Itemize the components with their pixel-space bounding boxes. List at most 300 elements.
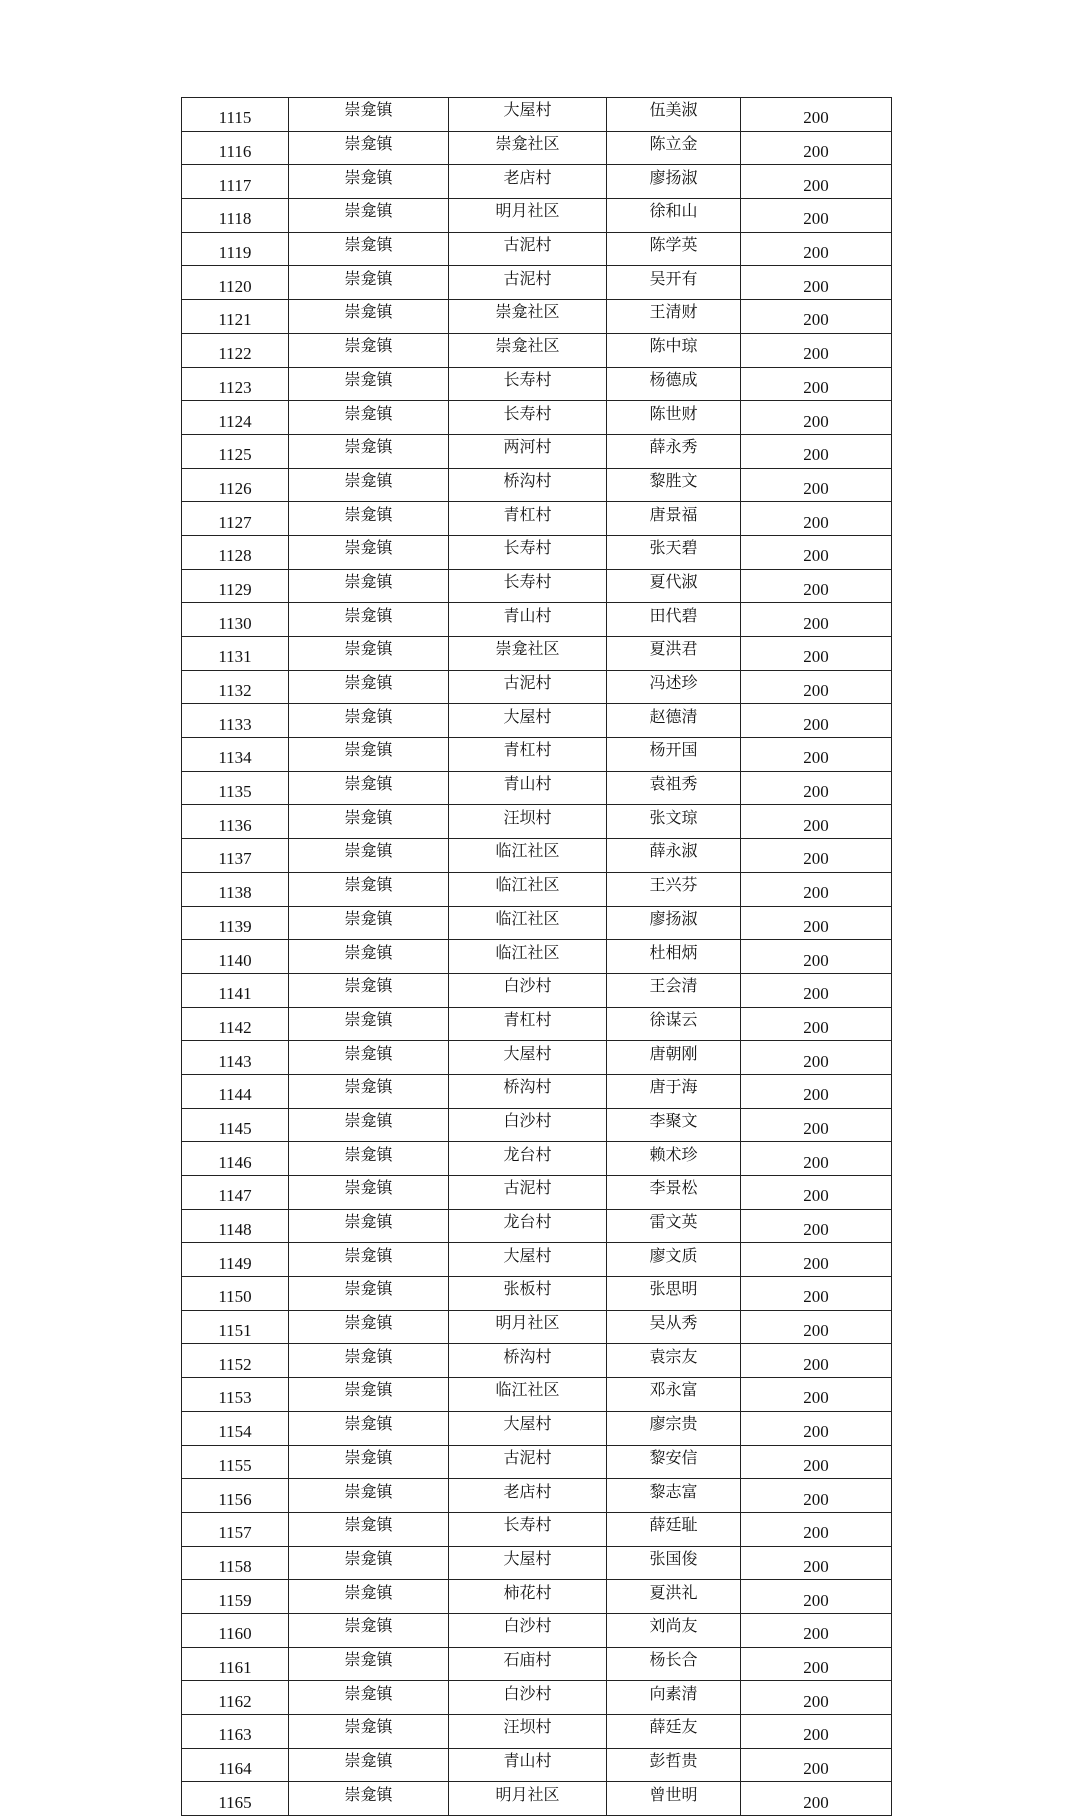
row-number-cell: 1163: [182, 1715, 289, 1749]
row-number-cell: 1157: [182, 1512, 289, 1546]
row-number-cell: 1159: [182, 1580, 289, 1614]
town-cell: 崇龛镇: [289, 670, 449, 704]
village-cell: 青山村: [449, 603, 607, 637]
village-cell: 古泥村: [449, 670, 607, 704]
table-row: [182, 300, 892, 334]
amount-cell: 200: [741, 1041, 892, 1075]
name-cell: 薛永淑: [607, 839, 741, 873]
table-row: [182, 906, 892, 940]
table-row: [182, 839, 892, 873]
name-cell: 吴从秀: [607, 1310, 741, 1344]
name-cell: 黎胜文: [607, 468, 741, 502]
amount-cell: 200: [741, 1479, 892, 1513]
town-cell: 崇龛镇: [289, 805, 449, 839]
town-cell: 崇龛镇: [289, 199, 449, 233]
village-cell: 古泥村: [449, 1445, 607, 1479]
row-number-cell: 1129: [182, 569, 289, 603]
row-number-cell: 1150: [182, 1277, 289, 1311]
row-number-cell: 1121: [182, 300, 289, 334]
village-cell: 石庙村: [449, 1647, 607, 1681]
amount-cell: 200: [741, 940, 892, 974]
amount-cell: 200: [741, 1243, 892, 1277]
village-cell: 白沙村: [449, 1681, 607, 1715]
table-row: [182, 1378, 892, 1412]
name-cell: 夏洪礼: [607, 1580, 741, 1614]
row-number-cell: 1143: [182, 1041, 289, 1075]
village-cell: 青山村: [449, 771, 607, 805]
name-cell: 陈立金: [607, 131, 741, 165]
town-cell: 崇龛镇: [289, 1715, 449, 1749]
row-number-cell: 1137: [182, 839, 289, 873]
town-cell: 崇龛镇: [289, 569, 449, 603]
table-row: [182, 1074, 892, 1108]
town-cell: 崇龛镇: [289, 704, 449, 738]
village-cell: 临江社区: [449, 940, 607, 974]
row-number-cell: 1148: [182, 1209, 289, 1243]
amount-cell: 200: [741, 199, 892, 233]
name-cell: 杨开国: [607, 738, 741, 772]
village-cell: 白沙村: [449, 973, 607, 1007]
amount-cell: 200: [741, 1142, 892, 1176]
town-cell: 崇龛镇: [289, 1378, 449, 1412]
village-cell: 白沙村: [449, 1613, 607, 1647]
table-row: [182, 165, 892, 199]
village-cell: 桥沟村: [449, 468, 607, 502]
town-cell: 崇龛镇: [289, 1647, 449, 1681]
name-cell: 吴开有: [607, 266, 741, 300]
name-cell: 黎志富: [607, 1479, 741, 1513]
amount-cell: 200: [741, 839, 892, 873]
name-cell: 刘尚友: [607, 1613, 741, 1647]
amount-cell: 200: [741, 738, 892, 772]
name-cell: 雷文英: [607, 1209, 741, 1243]
name-cell: 徐和山: [607, 199, 741, 233]
village-cell: 长寿村: [449, 401, 607, 435]
town-cell: 崇龛镇: [289, 738, 449, 772]
row-number-cell: 1118: [182, 199, 289, 233]
town-cell: 崇龛镇: [289, 266, 449, 300]
table-row: [182, 1715, 892, 1749]
row-number-cell: 1125: [182, 434, 289, 468]
amount-cell: 200: [741, 535, 892, 569]
town-cell: 崇龛镇: [289, 637, 449, 671]
amount-cell: 200: [741, 603, 892, 637]
village-cell: 桥沟村: [449, 1344, 607, 1378]
town-cell: 崇龛镇: [289, 1546, 449, 1580]
town-cell: 崇龛镇: [289, 1209, 449, 1243]
table-row: [182, 771, 892, 805]
name-cell: 田代碧: [607, 603, 741, 637]
row-number-cell: 1132: [182, 670, 289, 704]
village-cell: 古泥村: [449, 232, 607, 266]
row-number-cell: 1164: [182, 1748, 289, 1782]
row-number-cell: 1128: [182, 535, 289, 569]
row-number-cell: 1142: [182, 1007, 289, 1041]
village-cell: 崇龛社区: [449, 131, 607, 165]
village-cell: 大屋村: [449, 1546, 607, 1580]
village-cell: 汪坝村: [449, 805, 607, 839]
name-cell: 杨德成: [607, 367, 741, 401]
town-cell: 崇龛镇: [289, 1445, 449, 1479]
village-cell: 古泥村: [449, 1176, 607, 1210]
name-cell: 廖文质: [607, 1243, 741, 1277]
table-row: [182, 805, 892, 839]
amount-cell: 200: [741, 872, 892, 906]
amount-cell: 200: [741, 1613, 892, 1647]
row-number-cell: 1122: [182, 333, 289, 367]
table-row: [182, 973, 892, 1007]
village-cell: 青杠村: [449, 738, 607, 772]
table-row: [182, 1580, 892, 1614]
amount-cell: 200: [741, 1209, 892, 1243]
amount-cell: 200: [741, 1681, 892, 1715]
town-cell: 崇龛镇: [289, 1142, 449, 1176]
row-number-cell: 1124: [182, 401, 289, 435]
table-row: [182, 704, 892, 738]
town-cell: 崇龛镇: [289, 468, 449, 502]
table-row: [182, 1613, 892, 1647]
table-row: [182, 1411, 892, 1445]
village-cell: 青山村: [449, 1748, 607, 1782]
row-number-cell: 1145: [182, 1108, 289, 1142]
village-cell: 长寿村: [449, 569, 607, 603]
row-number-cell: 1152: [182, 1344, 289, 1378]
village-cell: 大屋村: [449, 704, 607, 738]
name-cell: 赵德清: [607, 704, 741, 738]
amount-cell: 200: [741, 1580, 892, 1614]
town-cell: 崇龛镇: [289, 940, 449, 974]
town-cell: 崇龛镇: [289, 1310, 449, 1344]
row-number-cell: 1127: [182, 502, 289, 536]
name-cell: 张国俊: [607, 1546, 741, 1580]
village-cell: 青杠村: [449, 1007, 607, 1041]
name-cell: 薛廷友: [607, 1715, 741, 1749]
village-cell: 大屋村: [449, 1041, 607, 1075]
village-cell: 柿花村: [449, 1580, 607, 1614]
name-cell: 袁宗友: [607, 1344, 741, 1378]
name-cell: 唐于海: [607, 1074, 741, 1108]
table-row: [182, 401, 892, 435]
town-cell: 崇龛镇: [289, 839, 449, 873]
amount-cell: 200: [741, 434, 892, 468]
table-row: [182, 333, 892, 367]
town-cell: 崇龛镇: [289, 131, 449, 165]
table-row: [182, 131, 892, 165]
town-cell: 崇龛镇: [289, 535, 449, 569]
name-cell: 张天碧: [607, 535, 741, 569]
row-number-cell: 1134: [182, 738, 289, 772]
row-number-cell: 1165: [182, 1782, 289, 1816]
table-row: [182, 1108, 892, 1142]
table-row: [182, 1243, 892, 1277]
table-row: [182, 637, 892, 671]
village-cell: 明月社区: [449, 199, 607, 233]
row-number-cell: 1149: [182, 1243, 289, 1277]
table-row: [182, 266, 892, 300]
row-number-cell: 1123: [182, 367, 289, 401]
village-cell: 老店村: [449, 165, 607, 199]
amount-cell: 200: [741, 1715, 892, 1749]
village-cell: 临江社区: [449, 839, 607, 873]
amount-cell: 200: [741, 1176, 892, 1210]
table-row: [182, 1647, 892, 1681]
town-cell: 崇龛镇: [289, 300, 449, 334]
village-cell: 长寿村: [449, 1512, 607, 1546]
town-cell: 崇龛镇: [289, 1277, 449, 1311]
row-number-cell: 1146: [182, 1142, 289, 1176]
table-row: [182, 232, 892, 266]
amount-cell: 200: [741, 973, 892, 1007]
village-cell: 临江社区: [449, 1378, 607, 1412]
row-number-cell: 1144: [182, 1074, 289, 1108]
row-number-cell: 1154: [182, 1411, 289, 1445]
town-cell: 崇龛镇: [289, 401, 449, 435]
amount-cell: 200: [741, 1647, 892, 1681]
town-cell: 崇龛镇: [289, 98, 449, 132]
amount-cell: 200: [741, 670, 892, 704]
village-cell: 大屋村: [449, 1243, 607, 1277]
village-cell: 龙台村: [449, 1209, 607, 1243]
amount-cell: 200: [741, 1108, 892, 1142]
table-row: [182, 1310, 892, 1344]
town-cell: 崇龛镇: [289, 1411, 449, 1445]
village-cell: 张板村: [449, 1277, 607, 1311]
row-number-cell: 1119: [182, 232, 289, 266]
row-number-cell: 1161: [182, 1647, 289, 1681]
table-row: [182, 1681, 892, 1715]
amount-cell: 200: [741, 1748, 892, 1782]
village-cell: 白沙村: [449, 1108, 607, 1142]
row-number-cell: 1135: [182, 771, 289, 805]
name-cell: 向素清: [607, 1681, 741, 1715]
table-row: [182, 1176, 892, 1210]
amount-cell: 200: [741, 1310, 892, 1344]
name-cell: 廖扬淑: [607, 165, 741, 199]
town-cell: 崇龛镇: [289, 1344, 449, 1378]
village-cell: 大屋村: [449, 1411, 607, 1445]
name-cell: 李聚文: [607, 1108, 741, 1142]
amount-cell: 200: [741, 1445, 892, 1479]
table-row: [182, 1546, 892, 1580]
town-cell: 崇龛镇: [289, 367, 449, 401]
name-cell: 王兴芬: [607, 872, 741, 906]
name-cell: 黎安信: [607, 1445, 741, 1479]
amount-cell: 200: [741, 1074, 892, 1108]
table-row: [182, 670, 892, 704]
town-cell: 崇龛镇: [289, 973, 449, 1007]
name-cell: 廖扬淑: [607, 906, 741, 940]
village-cell: 临江社区: [449, 906, 607, 940]
village-cell: 两河村: [449, 434, 607, 468]
row-number-cell: 1131: [182, 637, 289, 671]
name-cell: 徐谋云: [607, 1007, 741, 1041]
table-row: [182, 367, 892, 401]
name-cell: 杨长合: [607, 1647, 741, 1681]
amount-cell: 200: [741, 401, 892, 435]
town-cell: 崇龛镇: [289, 1041, 449, 1075]
table-row: [182, 468, 892, 502]
name-cell: 李景松: [607, 1176, 741, 1210]
village-cell: 桥沟村: [449, 1074, 607, 1108]
row-number-cell: 1160: [182, 1613, 289, 1647]
row-number-cell: 1116: [182, 131, 289, 165]
row-number-cell: 1141: [182, 973, 289, 1007]
table-body: [182, 98, 892, 1816]
amount-cell: 200: [741, 1782, 892, 1816]
name-cell: 陈世财: [607, 401, 741, 435]
town-cell: 崇龛镇: [289, 232, 449, 266]
town-cell: 崇龛镇: [289, 1580, 449, 1614]
amount-cell: 200: [741, 502, 892, 536]
table-row: [182, 535, 892, 569]
row-number-cell: 1120: [182, 266, 289, 300]
amount-cell: 200: [741, 805, 892, 839]
table-row: [182, 199, 892, 233]
table-row: [182, 1142, 892, 1176]
row-number-cell: 1147: [182, 1176, 289, 1210]
village-cell: 汪坝村: [449, 1715, 607, 1749]
name-cell: 杜相炳: [607, 940, 741, 974]
row-number-cell: 1136: [182, 805, 289, 839]
amount-cell: 200: [741, 300, 892, 334]
row-number-cell: 1130: [182, 603, 289, 637]
town-cell: 崇龛镇: [289, 1176, 449, 1210]
row-number-cell: 1162: [182, 1681, 289, 1715]
table-row: [182, 1748, 892, 1782]
name-cell: 曾世明: [607, 1782, 741, 1816]
table-row: [182, 1445, 892, 1479]
amount-cell: 200: [741, 1344, 892, 1378]
table-row: [182, 1344, 892, 1378]
table-row: [182, 1041, 892, 1075]
town-cell: 崇龛镇: [289, 1108, 449, 1142]
name-cell: 赖术珍: [607, 1142, 741, 1176]
amount-cell: 200: [741, 266, 892, 300]
town-cell: 崇龛镇: [289, 333, 449, 367]
town-cell: 崇龛镇: [289, 165, 449, 199]
town-cell: 崇龛镇: [289, 1479, 449, 1513]
amount-cell: 200: [741, 333, 892, 367]
town-cell: 崇龛镇: [289, 1681, 449, 1715]
row-number-cell: 1126: [182, 468, 289, 502]
village-cell: 临江社区: [449, 872, 607, 906]
table-row: [182, 1007, 892, 1041]
name-cell: 邓永富: [607, 1378, 741, 1412]
subsidy-list-table: [181, 97, 892, 1816]
name-cell: 夏代淑: [607, 569, 741, 603]
table-row: [182, 1209, 892, 1243]
name-cell: 王清财: [607, 300, 741, 334]
name-cell: 夏洪君: [607, 637, 741, 671]
village-cell: 崇龛社区: [449, 300, 607, 334]
amount-cell: 200: [741, 637, 892, 671]
amount-cell: 200: [741, 1546, 892, 1580]
amount-cell: 200: [741, 1411, 892, 1445]
name-cell: 陈中琼: [607, 333, 741, 367]
amount-cell: 200: [741, 569, 892, 603]
name-cell: 王会清: [607, 973, 741, 1007]
row-number-cell: 1140: [182, 940, 289, 974]
village-cell: 大屋村: [449, 98, 607, 132]
row-number-cell: 1138: [182, 872, 289, 906]
town-cell: 崇龛镇: [289, 502, 449, 536]
row-number-cell: 1158: [182, 1546, 289, 1580]
name-cell: 张思明: [607, 1277, 741, 1311]
row-number-cell: 1155: [182, 1445, 289, 1479]
village-cell: 长寿村: [449, 535, 607, 569]
town-cell: 崇龛镇: [289, 1243, 449, 1277]
table-row: [182, 502, 892, 536]
town-cell: 崇龛镇: [289, 1782, 449, 1816]
amount-cell: 200: [741, 367, 892, 401]
table-row: [182, 569, 892, 603]
row-number-cell: 1115: [182, 98, 289, 132]
town-cell: 崇龛镇: [289, 1074, 449, 1108]
village-cell: 青杠村: [449, 502, 607, 536]
name-cell: 薛永秀: [607, 434, 741, 468]
amount-cell: 200: [741, 1512, 892, 1546]
town-cell: 崇龛镇: [289, 1007, 449, 1041]
table-row: [182, 1782, 892, 1816]
town-cell: 崇龛镇: [289, 603, 449, 637]
row-number-cell: 1133: [182, 704, 289, 738]
row-number-cell: 1153: [182, 1378, 289, 1412]
amount-cell: 200: [741, 1007, 892, 1041]
town-cell: 崇龛镇: [289, 1613, 449, 1647]
amount-cell: 200: [741, 468, 892, 502]
amount-cell: 200: [741, 1277, 892, 1311]
table-row: [182, 1277, 892, 1311]
row-number-cell: 1156: [182, 1479, 289, 1513]
table-row: [182, 603, 892, 637]
name-cell: 唐景福: [607, 502, 741, 536]
amount-cell: 200: [741, 232, 892, 266]
village-cell: 明月社区: [449, 1782, 607, 1816]
village-cell: 崇龛社区: [449, 333, 607, 367]
village-cell: 崇龛社区: [449, 637, 607, 671]
amount-cell: 200: [741, 771, 892, 805]
table-row: [182, 940, 892, 974]
name-cell: 薛廷耻: [607, 1512, 741, 1546]
town-cell: 崇龛镇: [289, 1512, 449, 1546]
name-cell: 廖宗贵: [607, 1411, 741, 1445]
amount-cell: 200: [741, 906, 892, 940]
name-cell: 张文琼: [607, 805, 741, 839]
table-row: [182, 872, 892, 906]
row-number-cell: 1139: [182, 906, 289, 940]
village-cell: 老店村: [449, 1479, 607, 1513]
village-cell: 古泥村: [449, 266, 607, 300]
town-cell: 崇龛镇: [289, 872, 449, 906]
amount-cell: 200: [741, 98, 892, 132]
town-cell: 崇龛镇: [289, 771, 449, 805]
amount-cell: 200: [741, 131, 892, 165]
name-cell: 冯述珍: [607, 670, 741, 704]
amount-cell: 200: [741, 165, 892, 199]
row-number-cell: 1117: [182, 165, 289, 199]
village-cell: 明月社区: [449, 1310, 607, 1344]
village-cell: 龙台村: [449, 1142, 607, 1176]
amount-cell: 200: [741, 704, 892, 738]
table-row: [182, 1479, 892, 1513]
name-cell: 唐朝刚: [607, 1041, 741, 1075]
town-cell: 崇龛镇: [289, 1748, 449, 1782]
amount-cell: 200: [741, 1378, 892, 1412]
town-cell: 崇龛镇: [289, 906, 449, 940]
name-cell: 陈学英: [607, 232, 741, 266]
name-cell: 伍美淑: [607, 98, 741, 132]
name-cell: 彭哲贵: [607, 1748, 741, 1782]
